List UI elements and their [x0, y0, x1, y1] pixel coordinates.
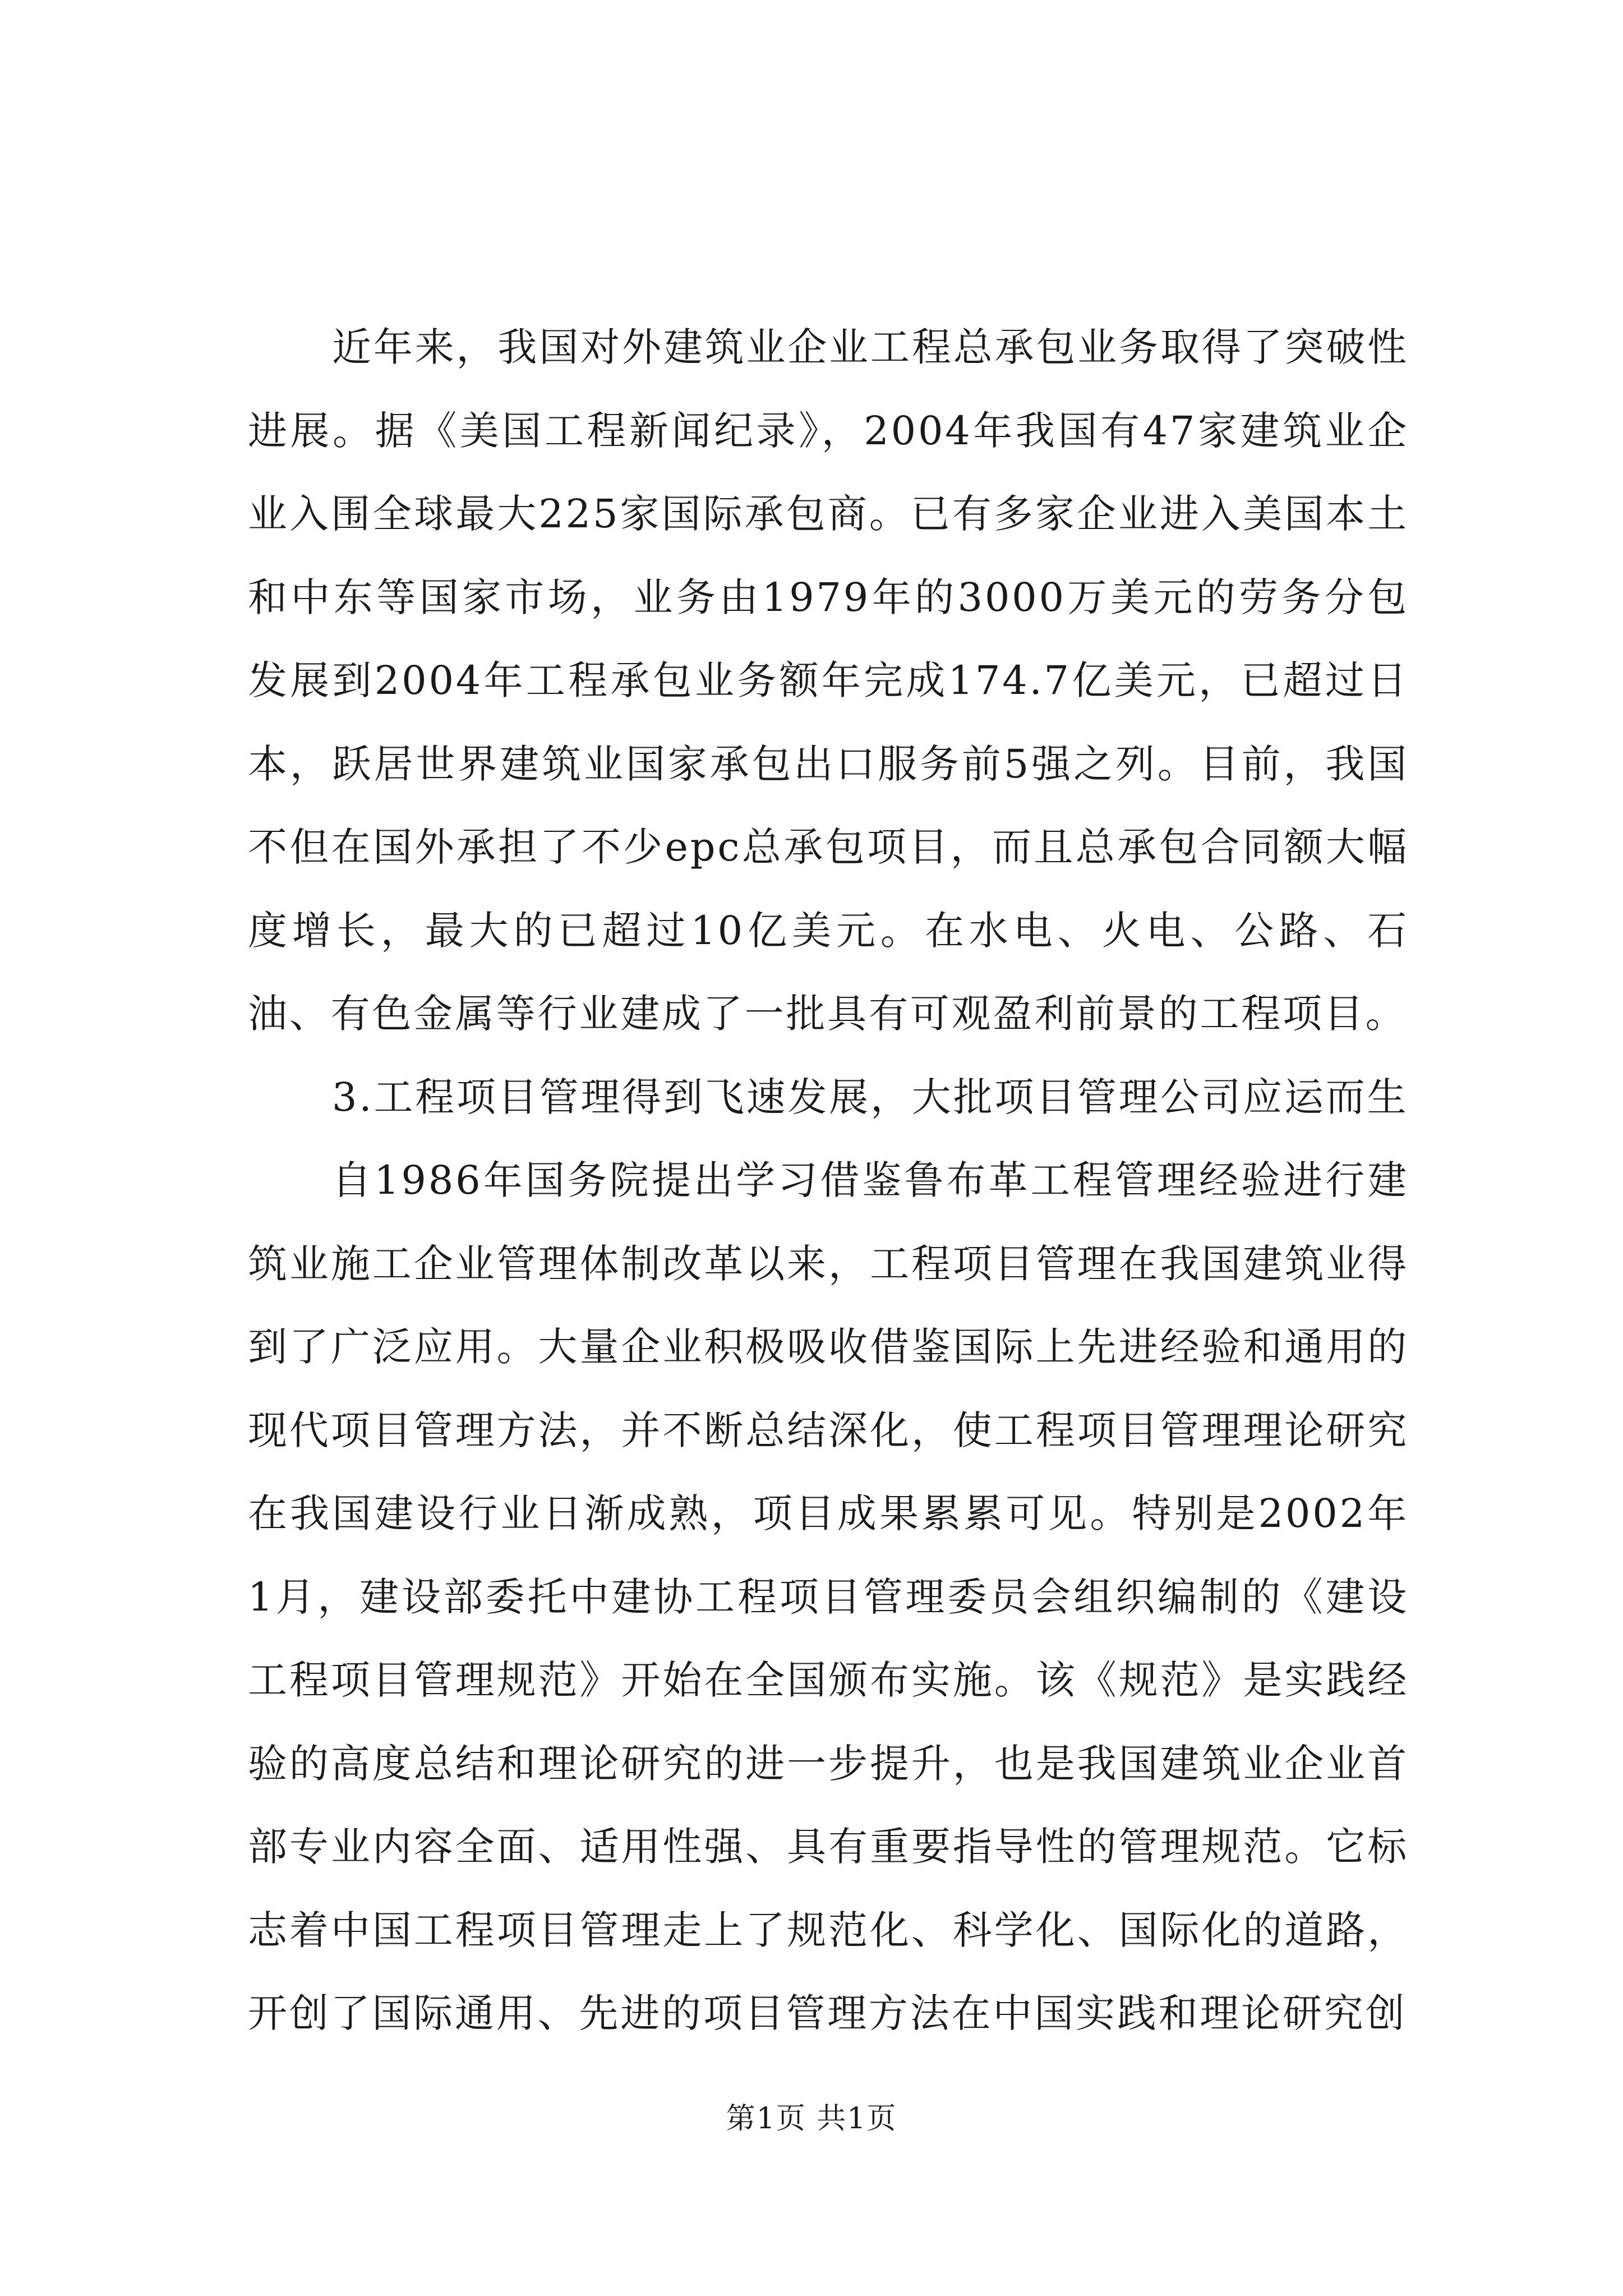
paragraph-overseas-contracting: 近年来，我国对外建筑业企业工程总承包业务取得了突破性进展。据《美国工程新闻纪录》，2004年我国有47家建筑业企业入围全球最大225家国际承包商。已有多家企业进入美国本土和中东等国家市场，业务由1979年的3000万美元的劳务分包发展到2004年工程承包业务额年完成174.7亿美元，已超过日本，跃居世界建筑业国家承包出口服务前5强之列。目前，我国不但在国外承担了不少epc总承包项目，而且总承包合同额大幅度增长，最大的已超过10亿美元。在水电、火电、公路、石油、有色金属等行业建成了一批具有可观盈利前景的工程项目。: [248, 324, 1409, 1037]
paragraph-project-management-development: 自1986年国务院提出学习借鉴鲁布革工程管理经验进行建筑业施工企业管理体制改革以来，工程项目管理在我国建筑业得到了广泛应用。大量企业积极吸收借鉴国际上先进经验和通用的现代项目管理方法，并不断总结深化，使工程项目管理理论研究在我国建设行业日渐成熟，项目成果累累可见。特别是2002年1月，建设部委托中建协工程项目管理委员会组织编制的《建设工程项目管理规范》开始在全国颁布实施。该《规范》是实践经验的高度总结和理论研究的进一步提升，也是我国建筑业企业首部专业内容全面、适用性强、具有重要指导性的管理规范。它标志着中国工程项目管理走上了规范化、科学化、国际化的道路，开创了国际通用、先进的项目管理方法在中国实践和理论研究创: [248, 1157, 1409, 2036]
section-heading-project-management: 3.工程项目管理得到飞速发展，大批项目管理公司应运而生: [332, 1074, 1409, 1120]
page-footer: 第1页 共1页: [726, 2102, 897, 2136]
document-body: [248, 306, 1409, 2055]
